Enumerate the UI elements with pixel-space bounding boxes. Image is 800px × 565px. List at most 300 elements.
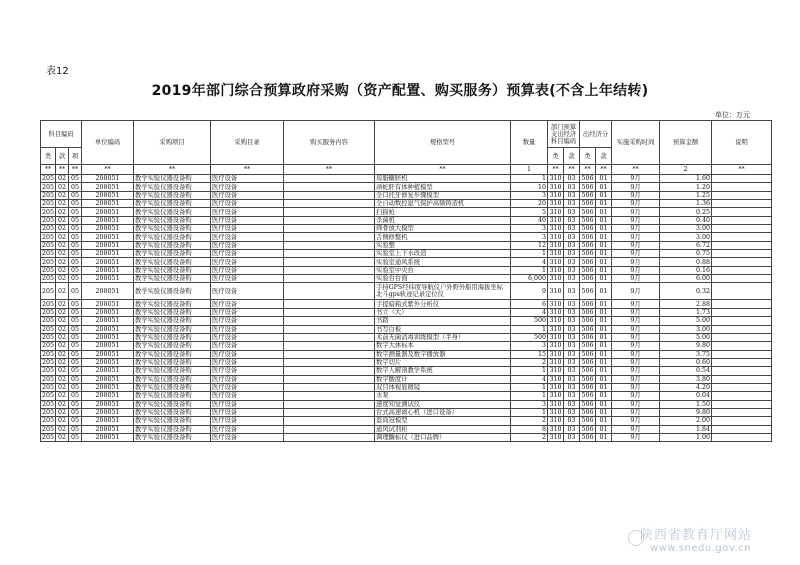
cell-xiang: 05	[69, 383, 82, 391]
cell-project: 教学实验仪器设备购	[134, 392, 211, 400]
cell-impl-time: 9月	[612, 225, 660, 233]
cell-econ-lei: 310	[549, 208, 562, 216]
cell-econ-kuan: 03	[564, 175, 580, 183]
cell-xiang: 05	[69, 350, 82, 358]
cell-qty: 1	[511, 383, 548, 391]
cell-qty: 9	[511, 283, 548, 300]
cell-kuan: 02	[56, 283, 69, 300]
cell-econ-lei: 310	[549, 275, 562, 283]
cell-lei: 205	[42, 317, 55, 325]
cell-lei: 205	[42, 175, 55, 183]
cell-gov-kuan: 01	[596, 250, 612, 258]
cell-impl-time: 9月	[612, 417, 660, 425]
cell-kuan: 02	[56, 275, 69, 283]
cell-service-content	[284, 300, 375, 308]
cell-xiang: 05	[69, 317, 82, 325]
cell-catalog: 医疗设备	[211, 300, 284, 308]
cell-unit-code: 208051	[82, 333, 134, 341]
cell-econ-kuan: 03	[564, 350, 580, 358]
cell-spec: 实验整	[375, 241, 511, 249]
cell-gov-lei: 506	[581, 425, 594, 433]
cell-amount: 0.54	[660, 367, 712, 375]
cell-econ-kuan: 03	[564, 342, 580, 350]
cell-service-content	[284, 250, 375, 258]
cell-project: 教学实验仪器设备购	[134, 283, 211, 300]
cell-catalog: 医疗设备	[211, 400, 284, 408]
cell-qty: 1	[511, 408, 548, 416]
cell-note	[712, 342, 772, 350]
cell-gov-lei: 506	[581, 266, 594, 274]
cell-service-content	[284, 308, 375, 316]
watermark-text: 陕西省教育厅网站	[640, 528, 753, 543]
index-cell: **	[56, 165, 69, 175]
cell-unit-code: 208051	[82, 350, 134, 358]
cell-amount: 2.00	[660, 417, 712, 425]
index-cell: **	[69, 165, 82, 175]
cell-project: 教学实验仪器设备购	[134, 216, 211, 224]
cell-xiang: 05	[69, 408, 82, 416]
cell-xiang: 05	[69, 233, 82, 241]
cell-econ-lei: 310	[549, 250, 562, 258]
cell-gov-lei: 506	[581, 400, 594, 408]
cell-note	[712, 300, 772, 308]
cell-econ-lei: 310	[549, 300, 562, 308]
cell-gov-kuan: 01	[596, 325, 612, 333]
cell-gov-kuan: 01	[596, 300, 612, 308]
table-row	[41, 400, 772, 408]
cell-gov-kuan: 01	[596, 308, 612, 316]
cell-gov-lei: 506	[581, 434, 594, 442]
cell-note	[712, 417, 772, 425]
index-cell: **	[548, 165, 564, 175]
cell-gov-lei: 506	[581, 359, 594, 367]
cell-xiang: 05	[69, 200, 82, 208]
unit-label: 单位：万元	[715, 111, 750, 119]
cell-qty: 10	[511, 183, 548, 191]
cell-econ-lei: 310	[549, 400, 562, 408]
cell-lei: 205	[42, 375, 55, 383]
cell-econ-kuan: 03	[564, 433, 580, 441]
cell-catalog: 医疗设备	[211, 342, 284, 350]
cell-spec: 实验台台面	[375, 275, 511, 283]
cell-kuan: 02	[56, 367, 69, 375]
cell-qty: 3	[511, 233, 548, 241]
cell-unit-code: 208051	[82, 200, 134, 208]
cell-service-content	[284, 200, 375, 208]
cell-econ-kuan: 03	[564, 417, 580, 425]
cell-amount: 0.60	[660, 358, 712, 366]
cell-kuan: 02	[56, 375, 69, 383]
cell-xiang: 05	[69, 417, 82, 425]
cell-impl-time: 9月	[612, 183, 660, 191]
cell-xiang: 05	[69, 266, 82, 274]
cell-catalog: 医疗设备	[211, 208, 284, 216]
cell-qty: 20	[511, 200, 548, 208]
header-econ-code: 部门预算支出经济科目编码	[548, 121, 580, 148]
cell-catalog: 医疗设备	[211, 375, 284, 383]
cell-unit-code: 208051	[82, 342, 134, 350]
cell-lei: 205	[42, 241, 55, 249]
cell-kuan: 02	[56, 241, 69, 249]
cell-amount: 3.00	[660, 225, 712, 233]
cell-econ-lei: 310	[549, 417, 562, 425]
cell-lei: 205	[42, 409, 55, 417]
cell-econ-lei: 310	[549, 334, 562, 342]
cell-service-content	[284, 333, 375, 341]
cell-impl-time: 9月	[612, 333, 660, 341]
cell-note	[712, 350, 772, 358]
table-row	[41, 258, 772, 266]
header-spec: 规格型号	[375, 121, 511, 165]
table-row	[41, 433, 772, 441]
cell-econ-kuan: 03	[564, 317, 580, 325]
cell-catalog: 医疗设备	[211, 383, 284, 391]
cell-service-content	[284, 183, 375, 191]
cell-qty: 8	[511, 425, 548, 433]
cell-project: 教学实验仪器设备购	[134, 325, 211, 333]
cell-service-content	[284, 392, 375, 400]
cell-spec: 套筒冠模型	[375, 417, 511, 425]
cell-service-content	[284, 208, 375, 216]
table-row	[41, 367, 772, 375]
cell-xiang: 05	[69, 400, 82, 408]
header-service-content: 购买服务内容	[284, 121, 375, 165]
cell-econ-lei: 310	[549, 350, 562, 358]
cell-lei: 205	[42, 300, 55, 308]
index-cell: **	[41, 165, 56, 175]
cell-econ-kuan: 03	[564, 358, 580, 366]
cell-impl-time: 9月	[612, 342, 660, 350]
cell-project: 教学实验仪器设备购	[134, 383, 211, 391]
cell-gov-lei: 506	[581, 233, 594, 241]
header-impl-time: 实施采购时间	[612, 121, 660, 165]
cell-note	[712, 233, 772, 241]
cell-unit-code: 208051	[82, 191, 134, 199]
cell-gov-lei: 506	[581, 308, 594, 316]
cell-impl-time: 9月	[612, 191, 660, 199]
cell-project: 教学实验仪器设备购	[134, 208, 211, 216]
header-econ-kuan: 款	[564, 148, 580, 165]
cell-note	[712, 400, 772, 408]
cell-qty: 2	[511, 433, 548, 441]
cell-spec: 数字测量器及数字播放器	[375, 350, 511, 358]
index-cell: **	[284, 165, 375, 175]
cell-lei: 205	[42, 266, 55, 274]
cell-qty: 4	[511, 375, 548, 383]
cell-unit-code: 208051	[82, 233, 134, 241]
cell-gov-lei: 506	[581, 300, 594, 308]
cell-econ-kuan: 03	[564, 425, 580, 433]
cell-service-content	[284, 325, 375, 333]
cell-econ-kuan: 03	[564, 408, 580, 416]
cell-catalog: 医疗设备	[211, 191, 284, 199]
table-row	[41, 375, 772, 383]
cell-econ-lei: 310	[549, 367, 562, 375]
cell-amount: 9.80	[660, 408, 712, 416]
cell-amount: 1.73	[660, 308, 712, 316]
cell-note	[712, 325, 772, 333]
cell-kuan: 02	[56, 358, 69, 366]
cell-amount: 3.80	[660, 375, 712, 383]
cell-econ-lei: 310	[549, 258, 562, 266]
cell-gov-kuan: 01	[596, 225, 612, 233]
cell-catalog: 医疗设备	[211, 241, 284, 249]
cell-catalog: 医疗设备	[211, 225, 284, 233]
cell-spec: 数字大体标本	[375, 342, 511, 350]
cell-service-content	[284, 417, 375, 425]
cell-impl-time: 9月	[612, 317, 660, 325]
cell-econ-kuan: 03	[564, 200, 580, 208]
table-row	[41, 417, 772, 425]
cell-xiang: 05	[69, 250, 82, 258]
cell-spec: 书踏	[375, 317, 511, 325]
cell-note	[712, 392, 772, 400]
cell-catalog: 医疗设备	[211, 350, 284, 358]
cell-econ-kuan: 03	[564, 266, 580, 274]
cell-spec: 实验室上下水改造	[375, 250, 511, 258]
cell-qty: 6	[511, 300, 548, 308]
cell-econ-kuan: 03	[564, 300, 580, 308]
cell-gov-lei: 506	[581, 392, 594, 400]
cell-amount: 0.40	[660, 216, 712, 224]
cell-econ-kuan: 03	[564, 325, 580, 333]
table-row	[41, 300, 772, 308]
cell-gov-lei: 506	[581, 375, 594, 383]
cell-gov-lei: 506	[581, 191, 594, 199]
cell-lei: 205	[42, 350, 55, 358]
table-row	[41, 425, 772, 433]
cell-catalog: 医疗设备	[211, 283, 284, 300]
cell-note	[712, 241, 772, 249]
cell-unit-code: 208051	[82, 308, 134, 316]
cell-service-content	[284, 233, 375, 241]
cell-project: 教学实验仪器设备购	[134, 258, 211, 266]
cell-gov-kuan: 01	[596, 175, 612, 183]
cell-xiang: 05	[69, 241, 82, 249]
cell-unit-code: 208051	[82, 408, 134, 416]
cell-xiang: 05	[69, 367, 82, 375]
cell-econ-kuan: 03	[564, 250, 580, 258]
cell-gov-kuan: 01	[596, 375, 612, 383]
cell-gov-kuan: 01	[596, 183, 612, 191]
cell-econ-kuan: 03	[564, 333, 580, 341]
cell-xiang: 05	[69, 392, 82, 400]
cell-kuan: 02	[56, 200, 69, 208]
cell-amount: 0.88	[660, 258, 712, 266]
cell-gov-lei: 506	[581, 317, 594, 325]
cell-project: 教学实验仪器设备购	[134, 233, 211, 241]
cell-econ-kuan: 03	[564, 308, 580, 316]
cell-note	[712, 375, 772, 383]
cell-xiang: 05	[69, 183, 82, 191]
cell-service-content	[284, 266, 375, 274]
cell-note	[712, 258, 772, 266]
cell-impl-time: 9月	[612, 358, 660, 366]
cell-catalog: 医疗设备	[211, 325, 284, 333]
cell-kuan: 02	[56, 408, 69, 416]
cell-project: 教学实验仪器设备购	[134, 200, 211, 208]
cell-impl-time: 9月	[612, 200, 660, 208]
table-row	[41, 175, 772, 183]
cell-spec: 全口托牙修复步骤模型	[375, 191, 511, 199]
cell-econ-kuan: 03	[564, 216, 580, 224]
cell-service-content	[284, 400, 375, 408]
cell-gov-kuan: 01	[596, 266, 612, 274]
cell-econ-lei: 310	[548, 283, 564, 300]
cell-note	[712, 175, 772, 183]
cell-spec: 术前无菌消毒训练模型（半身）	[375, 333, 511, 341]
cell-amount: 1.50	[660, 400, 712, 408]
cell-econ-kuan: 03	[564, 191, 580, 199]
cell-note	[712, 358, 772, 366]
table-row	[41, 342, 772, 350]
cell-spec: 调理酶标仪（进口品牌）	[375, 433, 511, 441]
cell-spec: 实验室中央台	[375, 266, 511, 274]
cell-lei: 205	[42, 183, 55, 191]
cell-amount: 0.32	[660, 283, 712, 300]
index-cell: **	[580, 165, 596, 175]
table-row	[41, 392, 772, 400]
cell-gov-kuan: 01	[596, 350, 612, 358]
cell-spec: 琼脂糖胚机	[375, 175, 511, 183]
header-kuan: 款	[56, 148, 69, 165]
cell-qty: 500	[511, 317, 548, 325]
cell-kuan: 02	[56, 333, 69, 341]
table-row	[41, 266, 772, 274]
table-number: 表12	[46, 66, 69, 77]
cell-spec: 通风试剂柜	[375, 425, 511, 433]
cell-service-content	[284, 408, 375, 416]
cell-unit-code: 208051	[82, 317, 134, 325]
page-title: 2019年部门综合预算政府采购（资产配置、购买服务）预算表(不含上年结转)	[151, 83, 649, 99]
cell-impl-time: 9月	[612, 392, 660, 400]
cell-kuan: 02	[56, 392, 69, 400]
cell-gov-kuan: 01	[596, 425, 612, 433]
cell-catalog: 医疗设备	[211, 266, 284, 274]
cell-impl-time: 9月	[612, 250, 660, 258]
cell-xiang: 05	[69, 191, 82, 199]
cell-econ-lei: 310	[549, 384, 562, 392]
cell-gov-lei: 506	[581, 258, 594, 266]
cell-catalog: 医疗设备	[211, 175, 284, 183]
cell-econ-lei: 310	[549, 233, 562, 241]
cell-lei: 205	[42, 342, 55, 350]
cell-lei: 205	[42, 216, 55, 224]
cell-qty: 12	[511, 241, 548, 249]
cell-xiang: 05	[69, 425, 82, 433]
cell-econ-lei: 310	[549, 183, 562, 191]
cell-xiang: 05	[69, 283, 82, 300]
cell-qty: 5	[511, 208, 548, 216]
cell-spec: 扫描枪	[375, 208, 511, 216]
cell-econ-kuan: 03	[564, 400, 580, 408]
cell-qty: 1	[511, 367, 548, 375]
cell-qty: 2	[511, 358, 548, 366]
cell-kuan: 02	[56, 225, 69, 233]
cell-unit-code: 208051	[82, 225, 134, 233]
budget-table	[40, 120, 772, 442]
cell-qty: 1	[511, 325, 548, 333]
cell-spec: 舌侧修整机	[375, 233, 511, 241]
cell-unit-code: 208051	[82, 417, 134, 425]
table-row	[41, 283, 772, 300]
cell-lei: 205	[42, 191, 55, 199]
cell-econ-lei: 310	[549, 409, 562, 417]
cell-project: 教学实验仪器设备购	[134, 367, 211, 375]
cell-spec: 水泵	[375, 392, 511, 400]
cell-xiang: 05	[69, 375, 82, 383]
cell-gov-lei: 506	[581, 417, 594, 425]
cell-unit-code: 208051	[82, 383, 134, 391]
cell-gov-lei: 506	[581, 225, 594, 233]
cell-amount: 9.80	[660, 342, 712, 350]
cell-project: 教学实验仪器设备购	[134, 433, 211, 441]
header-note: 说明	[712, 121, 772, 165]
cell-gov-lei: 506	[581, 241, 594, 249]
cell-kuan: 02	[56, 425, 69, 433]
cell-econ-lei: 310	[549, 325, 562, 333]
cell-impl-time: 9月	[612, 400, 660, 408]
cell-note	[712, 317, 772, 325]
cell-gov-lei: 506	[581, 384, 594, 392]
table-row	[41, 325, 772, 333]
cell-catalog: 医疗设备	[211, 308, 284, 316]
cell-econ-kuan: 03	[564, 233, 580, 241]
cell-catalog: 医疗设备	[211, 333, 284, 341]
index-cell: **	[375, 165, 511, 175]
cell-project: 教学实验仪器设备购	[134, 241, 211, 249]
cell-spec: 筛骨放大模型	[375, 225, 511, 233]
cell-project: 教学实验仪器设备购	[134, 250, 211, 258]
header-catalog: 采购目录	[211, 121, 284, 165]
cell-amount: 3.75	[660, 350, 712, 358]
cell-impl-time: 9月	[612, 367, 660, 375]
cell-note	[712, 208, 772, 216]
cell-gov-kuan: 01	[596, 433, 612, 441]
cell-gov-kuan: 01	[596, 400, 612, 408]
cell-amount: 1.00	[660, 433, 712, 441]
index-cell: **	[211, 165, 284, 175]
cell-impl-time: 9月	[612, 433, 660, 441]
cell-impl-time: 9月	[612, 258, 660, 266]
cell-econ-kuan: 03	[564, 275, 580, 283]
cell-gov-kuan: 01	[596, 258, 612, 266]
cell-gov-lei: 506	[581, 334, 594, 342]
cell-lei: 205	[42, 275, 55, 283]
cell-project: 教学实验仪器设备购	[134, 425, 211, 433]
cell-econ-lei: 310	[549, 375, 562, 383]
cell-gov-lei: 506	[581, 208, 594, 216]
cell-econ-lei: 310	[549, 434, 562, 442]
table-row	[41, 383, 772, 391]
cell-qty: 40	[511, 216, 548, 224]
cell-note	[712, 275, 772, 283]
cell-amount: 0.04	[660, 392, 712, 400]
header-amount: 预算金额	[660, 121, 712, 165]
cell-unit-code: 208051	[82, 258, 134, 266]
cell-impl-time: 9月	[612, 241, 660, 249]
cell-note	[712, 333, 772, 341]
cell-project: 教学实验仪器设备购	[134, 275, 211, 283]
cell-spec: 数字切片	[375, 358, 511, 366]
cell-xiang: 05	[69, 300, 82, 308]
cell-qty: 6,000	[511, 275, 548, 283]
cell-project: 教学实验仪器设备购	[134, 266, 211, 274]
cell-catalog: 医疗设备	[211, 317, 284, 325]
cell-qty: 15	[511, 350, 548, 358]
index-cell: **	[564, 165, 580, 175]
cell-gov-lei: 506	[581, 409, 594, 417]
